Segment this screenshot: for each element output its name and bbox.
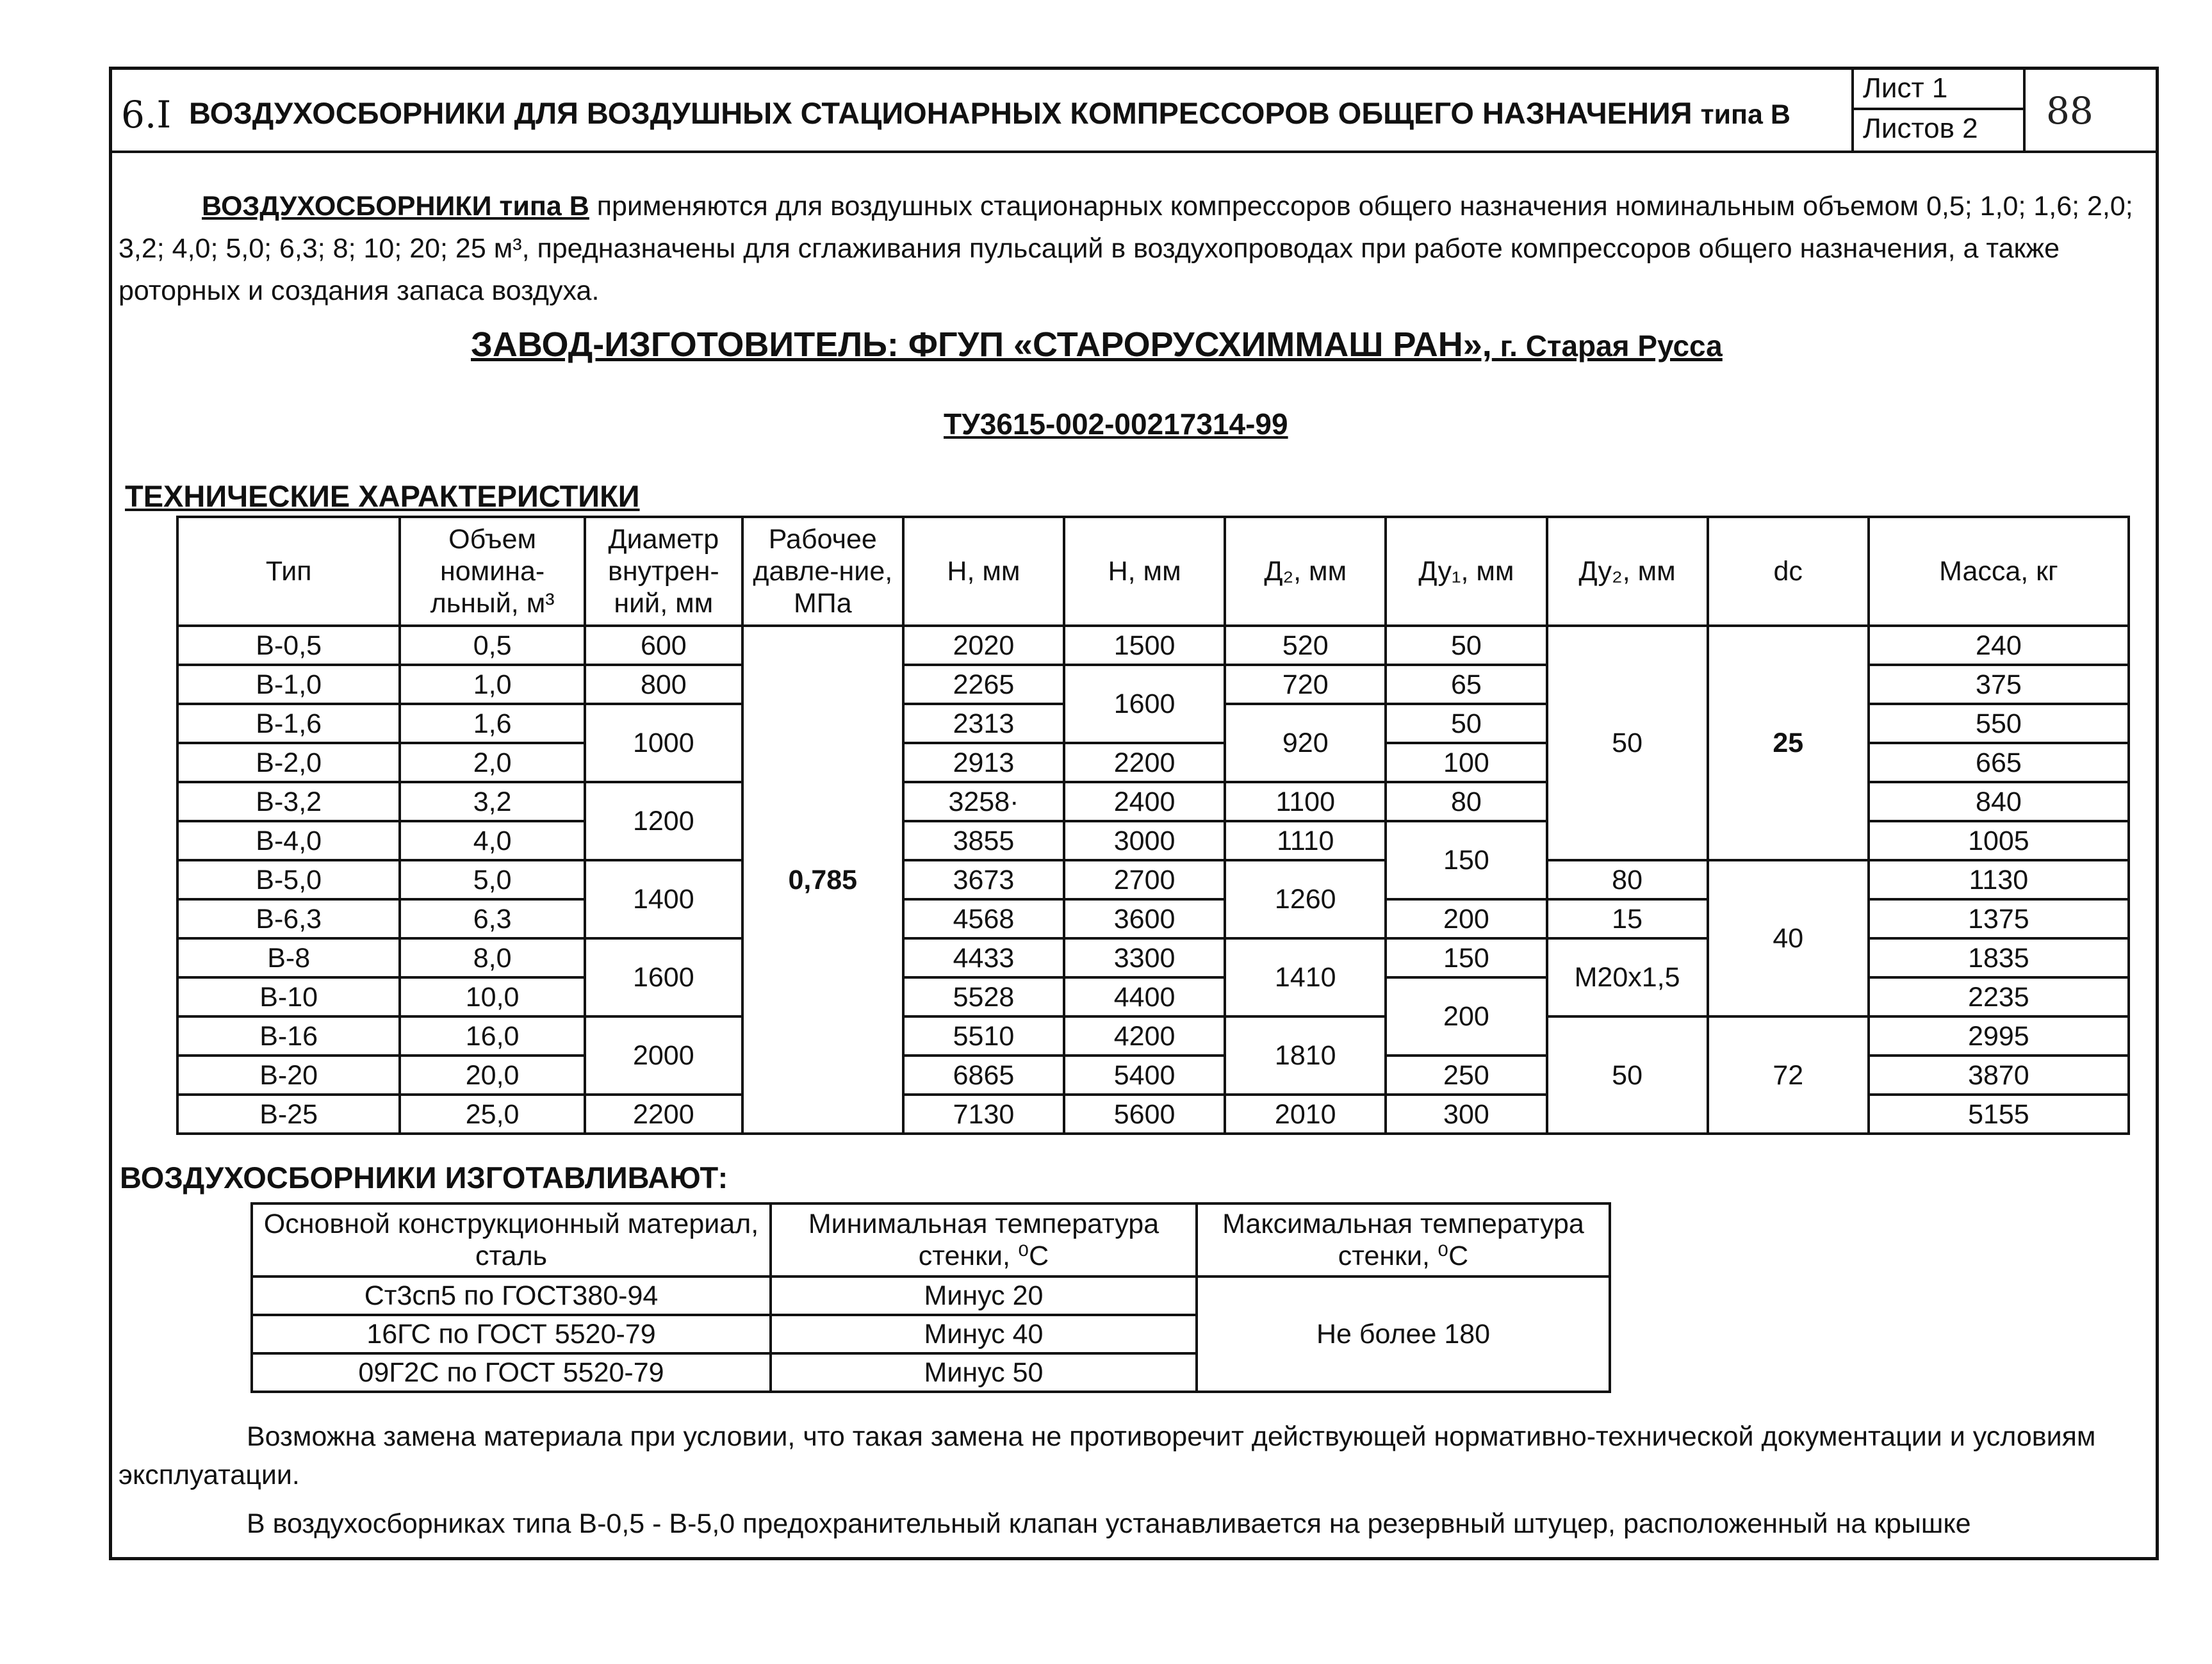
col-pressure-header: Рабочее давле-ние, МПа <box>742 517 903 626</box>
cell-max-temp: Не более 180 <box>1197 1277 1610 1392</box>
manufacturer-city: г. Старая Русса <box>1491 329 1723 363</box>
cell-dy1: 200 <box>1386 977 1546 1056</box>
cell-mass: 240 <box>1869 626 2129 665</box>
cell-h1: 5510 <box>903 1016 1064 1056</box>
col-diameter-header: Диаметр внутрен-ний, мм <box>585 517 742 626</box>
cell-dy1: 50 <box>1386 704 1546 743</box>
cell-dy1: 80 <box>1386 782 1546 821</box>
title-main: ВОЗДУХОСБОРНИКИ ДЛЯ ВОЗДУШНЫХ СТАЦИОНАРНЫХ КОМПРЕССОРОВ ОБЩЕГО НАЗНАЧЕНИЯ <box>189 96 1692 130</box>
col-type-header: Тип <box>177 517 400 626</box>
cell-volume: 25,0 <box>400 1095 585 1134</box>
note-material-replacement: Возможна замена материала при условии, что такая замена не противоречит действующей нормативно-технической документации и условиям эксплуатации. <box>119 1421 2096 1490</box>
cell-h2: 4200 <box>1064 1016 1225 1056</box>
cell-volume: 1,0 <box>400 665 585 704</box>
cell-dy1: 50 <box>1386 626 1546 665</box>
spec-header-row <box>177 517 2129 626</box>
col-dy2-header: Ду₂, мм <box>1547 517 1708 626</box>
cell-type: В-25 <box>177 1095 400 1134</box>
cell-h1: 2913 <box>903 743 1064 782</box>
page-title <box>189 95 1790 131</box>
cell-dy2: М20х1,5 <box>1547 938 1708 1016</box>
cell-h1: 5528 <box>903 977 1064 1016</box>
cell-type: В-3,2 <box>177 782 400 821</box>
cell-d2: 1260 <box>1225 860 1386 938</box>
col-volume-header: Объем номина-льный, м³ <box>400 517 585 626</box>
cell-mass: 5155 <box>1869 1095 2129 1134</box>
cell-d2: 1410 <box>1225 938 1386 1016</box>
col-material-header: Основной конструкционный материал, сталь <box>252 1203 771 1277</box>
cell-diameter: 800 <box>585 665 742 704</box>
cell-h2: 5600 <box>1064 1095 1225 1134</box>
cell-h1: 6865 <box>903 1056 1064 1095</box>
cell-min-temp: Минус 50 <box>771 1353 1197 1392</box>
sheets-count-label: Листов 2 <box>1854 110 2026 151</box>
cell-h1: 2313 <box>903 704 1064 743</box>
cell-dy1: 150 <box>1386 821 1546 899</box>
cell-diameter: 1200 <box>585 782 742 860</box>
table-row <box>177 860 2129 899</box>
cell-d2: 720 <box>1225 665 1386 704</box>
cell-dy1: 65 <box>1386 665 1546 704</box>
cell-diameter: 600 <box>585 626 742 665</box>
cell-type: В-16 <box>177 1016 400 1056</box>
cell-min-temp: Минус 40 <box>771 1315 1197 1353</box>
cell-volume: 8,0 <box>400 938 585 977</box>
cell-dy1: 250 <box>1386 1056 1546 1095</box>
cell-d2: 2010 <box>1225 1095 1386 1134</box>
cell-dc: 25 <box>1708 626 1869 860</box>
cell-h2: 3300 <box>1064 938 1225 977</box>
col-mass-header: Масса, кг <box>1869 517 2129 626</box>
col-min-temp-header: Минимальная температура стенки, ⁰С <box>771 1203 1197 1277</box>
title-suffix: типа В <box>1700 99 1790 130</box>
materials-header-row <box>252 1203 1610 1277</box>
cell-diameter: 1600 <box>585 938 742 1016</box>
cell-volume: 16,0 <box>400 1016 585 1056</box>
col-max-temp-header: Максимальная температура стенки, ⁰С <box>1197 1203 1610 1277</box>
cell-type: В-0,5 <box>177 626 400 665</box>
cell-volume: 10,0 <box>400 977 585 1016</box>
spec-section-title: ТЕХНИЧЕСКИЕ ХАРАКТЕРИСТИКИ <box>125 479 640 513</box>
cell-type: В-8 <box>177 938 400 977</box>
cell-mass: 1130 <box>1869 860 2129 899</box>
intro-text: применяются для воздушных стационарных компрессоров общего назначения номинальным объемом 0,5; 1,0; 1,6; 2,0; 3,2; 4,0; 5,0; 6,3; 8; 10; 20; 25 м³, предназначены для сглаживания пульсаций в воздухопроводах при работе компрессоров общего назначения, а также роторных и создания запаса воздуха. <box>119 191 2133 306</box>
col-d2-header: Д₂, мм <box>1225 517 1386 626</box>
col-h1-header: H, мм <box>903 517 1064 626</box>
cell-diameter: 1000 <box>585 704 742 782</box>
cell-mass: 550 <box>1869 704 2129 743</box>
cell-h2: 3600 <box>1064 899 1225 938</box>
cell-dc: 40 <box>1708 860 1869 1016</box>
cell-d2: 1100 <box>1225 782 1386 821</box>
cell-d2: 920 <box>1225 704 1386 782</box>
cell-volume: 4,0 <box>400 821 585 860</box>
col-h2-header: H, мм <box>1064 517 1225 626</box>
cell-dy1: 150 <box>1386 938 1546 977</box>
page-number: 88 <box>2046 89 2093 133</box>
cell-volume: 6,3 <box>400 899 585 938</box>
table-row <box>252 1277 1610 1315</box>
intro-paragraph <box>119 185 2149 312</box>
cell-h1: 4568 <box>903 899 1064 938</box>
cell-volume: 1,6 <box>400 704 585 743</box>
tu-code: ТУ3615-002-00217314-99 <box>944 407 1288 441</box>
manufacturer-main: ЗАВОД-ИЗГОТОВИТЕЛЬ: ФГУП «СТАРОРУСХИММАШ РАН», <box>471 325 1492 364</box>
cell-type: В-1,6 <box>177 704 400 743</box>
cell-h2: 1500 <box>1064 626 1225 665</box>
cell-volume: 20,0 <box>400 1056 585 1095</box>
cell-mass: 1005 <box>1869 821 2129 860</box>
sheet-info-box <box>1851 70 2140 151</box>
cell-mass: 2235 <box>1869 977 2129 1016</box>
cell-volume: 2,0 <box>400 743 585 782</box>
cell-mass: 840 <box>1869 782 2129 821</box>
table-row <box>177 1016 2129 1056</box>
materials-section-title: ВОЗДУХОСБОРНИКИ ИЗГОТАВЛИВАЮТ: <box>120 1161 728 1195</box>
cell-volume: 5,0 <box>400 860 585 899</box>
cell-type: В-4,0 <box>177 821 400 860</box>
cell-mass: 3870 <box>1869 1056 2129 1095</box>
cell-h1: 7130 <box>903 1095 1064 1134</box>
cell-pressure: 0,785 <box>742 626 903 1134</box>
intro-lead: ВОЗДУХОСБОРНИКИ типа В <box>202 191 589 222</box>
cell-mass: 375 <box>1869 665 2129 704</box>
cell-h1: 3855 <box>903 821 1064 860</box>
cell-dy1: 200 <box>1386 899 1546 938</box>
cell-h2: 3000 <box>1064 821 1225 860</box>
cell-diameter: 2000 <box>585 1016 742 1095</box>
cell-h2: 2700 <box>1064 860 1225 899</box>
cell-h1: 2020 <box>903 626 1064 665</box>
cell-dy2: 15 <box>1547 899 1708 938</box>
col-dy1-header: Ду₁, мм <box>1386 517 1546 626</box>
cell-mass: 1375 <box>1869 899 2129 938</box>
sheet-label: Лист 1 <box>1854 70 2026 110</box>
document-sheet <box>109 67 2159 1560</box>
cell-type: В-10 <box>177 977 400 1016</box>
cell-h2: 5400 <box>1064 1056 1225 1095</box>
table-row <box>177 626 2129 665</box>
manufacturer-line <box>471 325 1723 364</box>
cell-material: Ст3сп5 по ГОСТ380-94 <box>252 1277 771 1315</box>
materials-table <box>250 1202 1611 1393</box>
cell-dy1: 300 <box>1386 1095 1546 1134</box>
cell-mass: 2995 <box>1869 1016 2129 1056</box>
cell-dy2: 80 <box>1547 860 1708 899</box>
cell-mass: 665 <box>1869 743 2129 782</box>
cell-volume: 3,2 <box>400 782 585 821</box>
cell-type: В-5,0 <box>177 860 400 899</box>
cell-min-temp: Минус 20 <box>771 1277 1197 1315</box>
cell-diameter: 1400 <box>585 860 742 938</box>
cell-type: В-6,3 <box>177 899 400 938</box>
col-dc-header: dc <box>1708 517 1869 626</box>
cell-h2: 2400 <box>1064 782 1225 821</box>
cell-dy1: 100 <box>1386 743 1546 782</box>
cell-dc: 72 <box>1708 1016 1869 1134</box>
cell-diameter: 2200 <box>585 1095 742 1134</box>
cell-d2: 520 <box>1225 626 1386 665</box>
section-number: 6.I <box>121 93 172 136</box>
cell-dy2: 50 <box>1547 626 1708 860</box>
cell-material: 16ГС по ГОСТ 5520-79 <box>252 1315 771 1353</box>
cell-type: В-20 <box>177 1056 400 1095</box>
cell-h2: 4400 <box>1064 977 1225 1016</box>
spec-table <box>176 516 2130 1135</box>
cell-h1: 2265 <box>903 665 1064 704</box>
cell-type: В-1,0 <box>177 665 400 704</box>
cell-h1: 3258· <box>903 782 1064 821</box>
cell-h2: 2200 <box>1064 743 1225 782</box>
cell-volume: 0,5 <box>400 626 585 665</box>
cell-type: В-2,0 <box>177 743 400 782</box>
cell-material: 09Г2С по ГОСТ 5520-79 <box>252 1353 771 1392</box>
cell-dy2: 50 <box>1547 1016 1708 1134</box>
header-block <box>112 70 2156 153</box>
cell-h2: 1600 <box>1064 665 1225 743</box>
cell-h1: 3673 <box>903 860 1064 899</box>
cell-d2: 1810 <box>1225 1016 1386 1095</box>
cell-mass: 1835 <box>1869 938 2129 977</box>
cell-d2: 1110 <box>1225 821 1386 860</box>
note-safety-valve: В воздухосборниках типа В-0,5 - В-5,0 предохранительный клапан устанавливается на резервный штуцер, расположенный на крышке <box>247 1508 1971 1539</box>
cell-h1: 4433 <box>903 938 1064 977</box>
